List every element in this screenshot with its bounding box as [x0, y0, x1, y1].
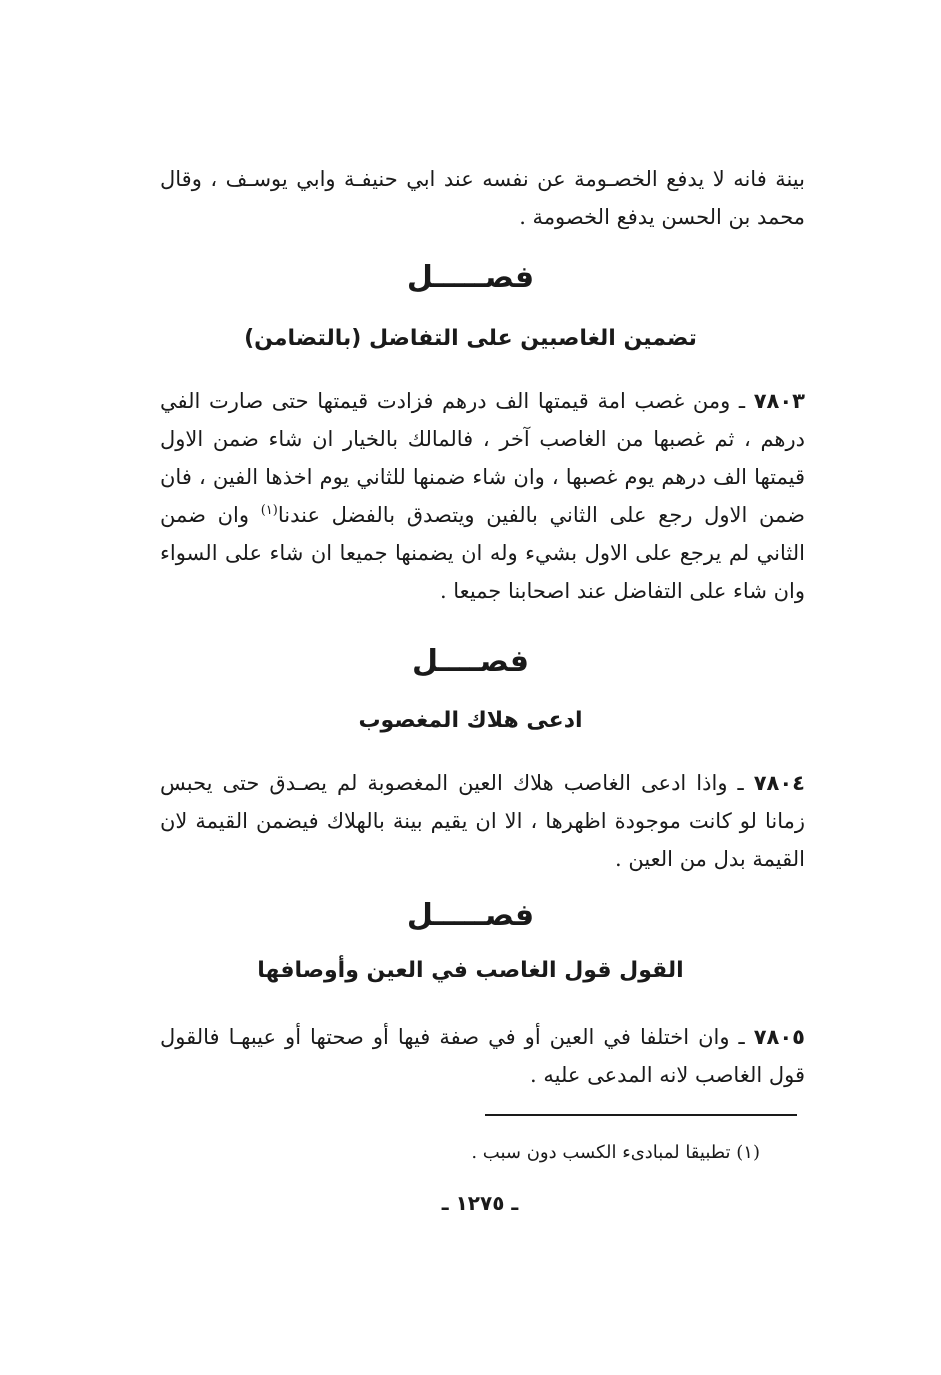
section-1-text-b: وان ضمن الثاني لم يرجع على الاول بشيء وله ان يضمنها جميعا ان شاء على السواء وان شاء على التفاضل عند اصحابنا جميعا .	[160, 503, 805, 603]
page-number: ـ ١٢٧٥ ـ	[441, 1191, 519, 1215]
section-2-heading: ادعى هلاك المغصوب	[358, 708, 583, 733]
section-2-text: ـ واذا ادعى الغاصب هلاك العين المغصوبة لم يصـدق حتى يحبس زمانا لو كانت موجودة اظهرها ، الا ان يقيم بينة بالهلاك فيضمن القيمة لان القيمة بدل من العين .	[160, 771, 805, 871]
section-3-heading: القول قول الغاصب في العين وأوصافها	[257, 958, 684, 983]
section-3-paragraph	[160, 1018, 805, 1094]
section-2-body	[160, 764, 805, 878]
section-3-text: ـ وان اختلفا في العين أو في صفة فيها أو صحتها أو عيبهـا فالقول قول الغاصب لانه المدعى عليه .	[160, 1025, 805, 1087]
section-1-body	[160, 382, 805, 610]
section-1-fasl-title: فصـــــل	[406, 260, 535, 295]
section-1-heading: تضمين الغاصبين على التفاضل (بالتضامن)	[244, 326, 697, 351]
section-3-number: ٧٨٠٥	[753, 1025, 805, 1049]
section-2-paragraph	[160, 764, 805, 878]
section-2-number: ٧٨٠٤	[753, 771, 805, 795]
footnote: (١) تطبيقا لمبادىء الكسب دون سبب .	[471, 1142, 760, 1163]
intro-text: بينة فانه لا يدفع الخصـومة عن نفسه عند ابي حنيفـة وابي يوسـف ، وقال محمد بن الحسن يدفع الخصومة .	[160, 167, 805, 229]
section-2-fasl-title: فصــــل	[412, 644, 529, 679]
section-3-body	[160, 1018, 805, 1094]
section-1-number: ٧٨٠٣	[753, 389, 805, 413]
intro-paragraph	[160, 160, 805, 236]
footnote-divider	[485, 1114, 797, 1116]
footnote-marker: (١)	[260, 503, 278, 518]
section-1-paragraph	[160, 382, 805, 610]
section-3-fasl-title: فصـــــل	[406, 898, 535, 933]
section-1-text-a: ـ ومن غصب امة قيمتها الف درهم فزادت قيمتها حتى صارت الفي درهم ، ثم غصبها من الغاصب آخر ، فالمالك بالخيار ان شاء ضمن الاول قيمتها الف درهم يوم غصبها ، وان شاء ضمنها للثاني يوم اخذها الفين ، فان ضمن الاول رجع على الثاني بالفين ويتصدق بالفضل عندنا	[160, 389, 805, 527]
